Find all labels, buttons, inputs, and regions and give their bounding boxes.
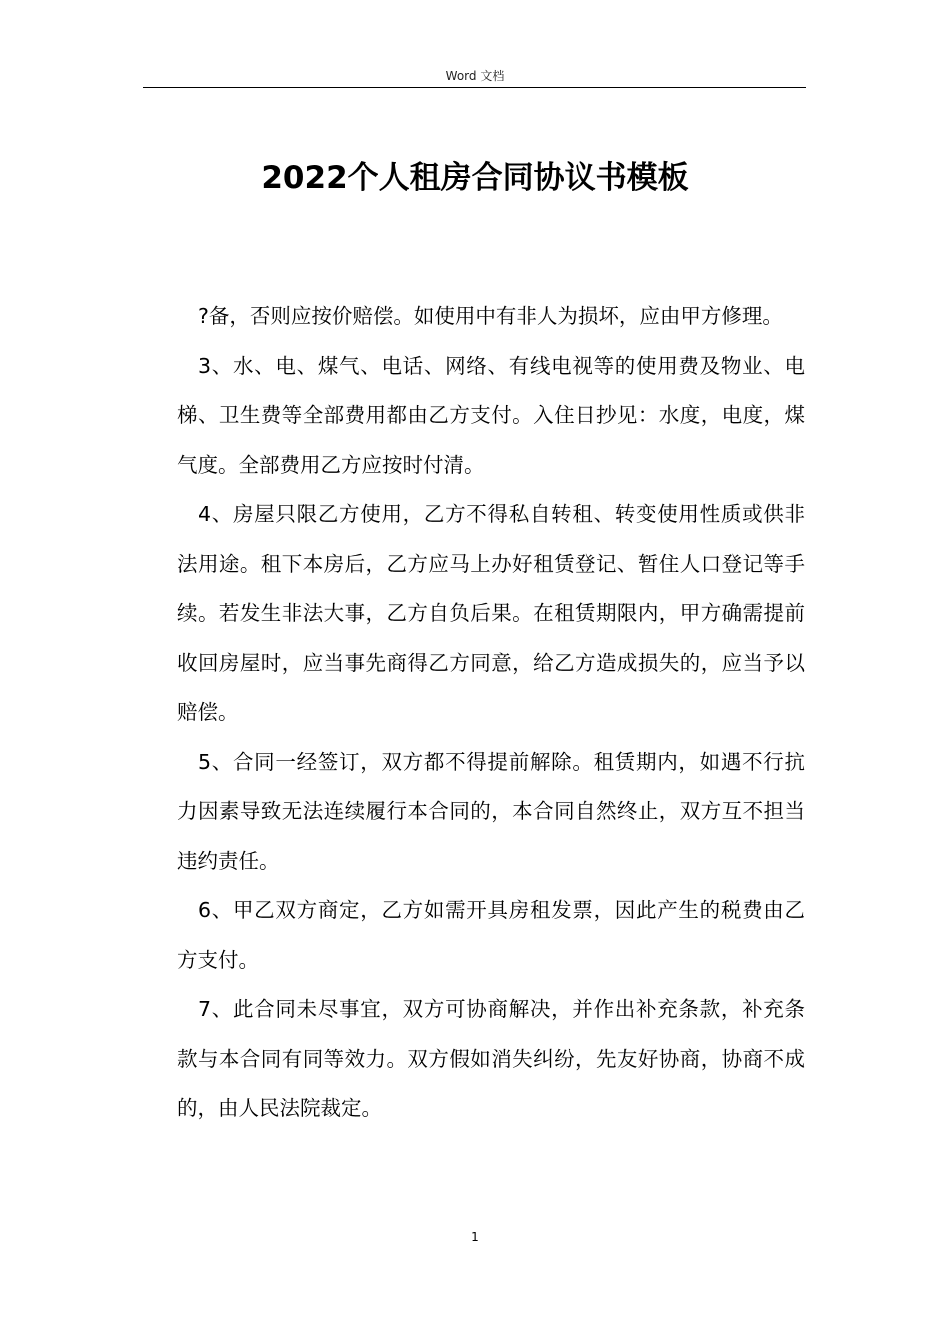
document-body xyxy=(177,292,805,1134)
paragraph-1: ?备，否则应按价赔偿。如使用中有非人为损坏，应由甲方修理。 xyxy=(198,304,783,328)
header-divider xyxy=(143,87,806,88)
paragraph-3: 4、房屋只限乙方使用，乙方不得私自转租、转变使用性质或供非法用途。租下本房后，乙方应马上办好租赁登记、暂住人口登记等手续。若发生非法大事，乙方自负后果。在租赁期限内，甲方确需提前收回房屋时，应当事先商得乙方同意，给乙方造成损失的，应当予以赔偿。 xyxy=(177,502,805,724)
paragraph-4: 5、合同一经签订，双方都不得提前解除。租赁期内，如遇不行抗力因素导致无法连续履行本合同的，本合同自然终止，双方互不担当违约责任。 xyxy=(177,749,805,873)
page-number: 1 xyxy=(471,1230,479,1244)
paragraph-5: 6、甲乙双方商定，乙方如需开具房租发票，因此产生的税费由乙方支付。 xyxy=(177,898,805,972)
paragraph-6: 7、此合同未尽事宜，双方可协商解决，并作出补充条款，补充条款与本合同有同等效力。双方假如消失纠纷，先友好协商，协商不成的，由人民法院裁定。 xyxy=(177,997,805,1120)
paragraph-2: 3、水、电、煤气、电话、网络、有线电视等的使用费及物业、电梯、卫生费等全部费用都由乙方支付。入住日抄见：水度，电度，煤气度。全部费用乙方应按时付清。 xyxy=(177,353,805,477)
page-header: Word 文档 xyxy=(445,69,505,83)
document-title: 2022个人租房合同协议书模板 xyxy=(261,160,689,196)
